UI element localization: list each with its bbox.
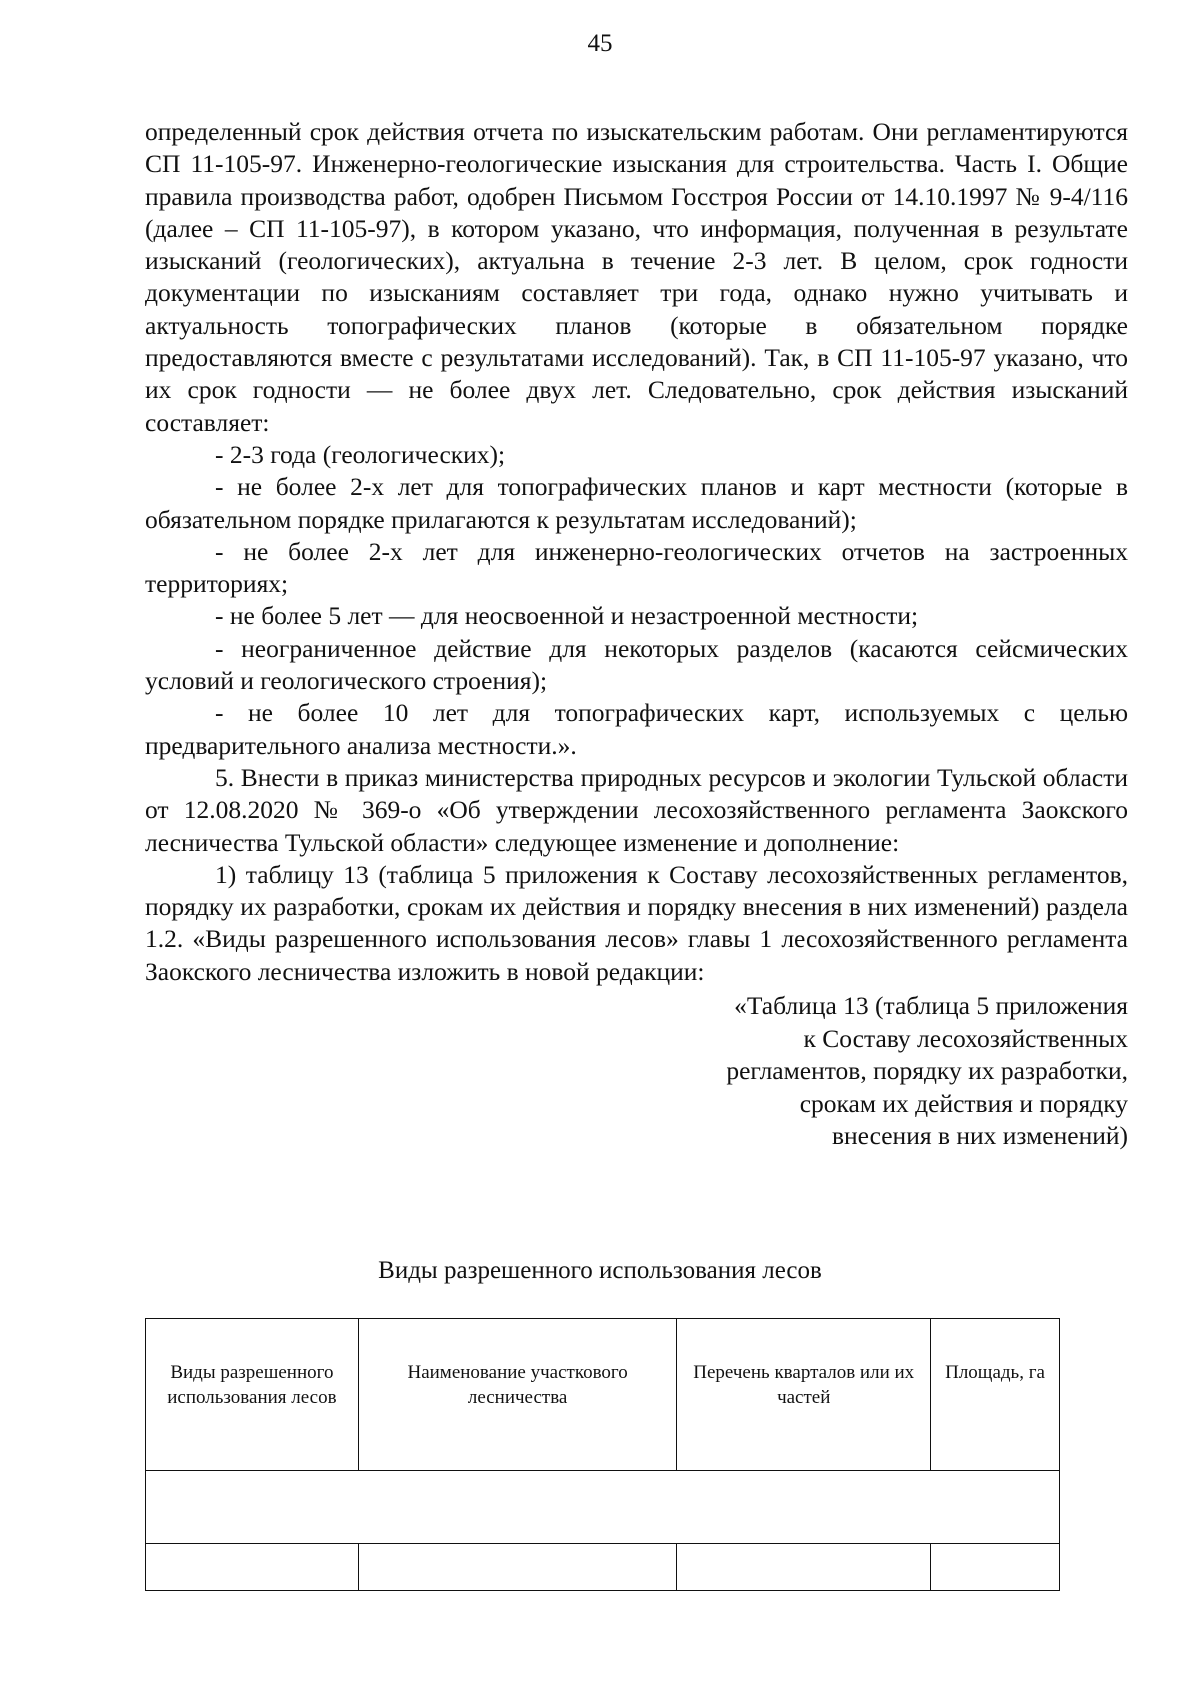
caption-line: регламентов, порядку их разработки, — [726, 1056, 1128, 1086]
list-item: - не более 2-х лет для топографических планов и карт местности (которые в обязательном порядке прилагаются к результатам исследований); — [145, 472, 1128, 534]
paragraph: 1) таблицу 13 (таблица 5 приложения к Составу лесохозяйственных регламентов, порядку их разработки, срокам их действия и порядку внесения в них изменений) раздела 1.2. «Виды разрешенного использования лесов» главы 1 лесохозяйственного регламента Заокского лесничества изложить в новой редакции: — [145, 859, 1128, 986]
forest-use-table — [145, 1318, 1060, 1591]
list-item: - 2-3 года (геологических); — [215, 439, 506, 469]
caption-line: к Составу лесохозяйственных — [803, 1023, 1128, 1053]
list-item: - не более 10 лет для топографических карт, используемых с целью предварительного анализа местности.». — [145, 698, 1128, 760]
caption-line: «Таблица 13 (таблица 5 приложения — [734, 991, 1128, 1021]
table-cell — [358, 1544, 677, 1591]
column-header: Площадь, га — [931, 1319, 1060, 1471]
document-body — [145, 116, 1128, 1153]
paragraph: 5. Внести в приказ министерства природных ресурсов и экологии Тульской области от 12.08.2020 № 369-о «Об утверждении лесохозяйственного регламента Заокского лесничества Тульской области» следующее изменение и дополнение: — [145, 762, 1128, 857]
list-item: - не более 2-х лет для инженерно-геологических отчетов на застроенных территориях; — [145, 536, 1128, 599]
table-header-row — [146, 1319, 1060, 1471]
list-item: - неограниченное действие для некоторых разделов (касаются сейсмических условий и геологического строения); — [145, 633, 1128, 696]
list-item: - не более 5 лет — для неосвоенной и незастроенной местности; — [215, 601, 919, 631]
table-cell — [146, 1471, 1060, 1544]
table-title: Виды разрешенного использования лесов — [378, 1257, 822, 1284]
caption-line: срокам их действия и порядку — [799, 1088, 1128, 1118]
table-cell — [931, 1544, 1060, 1591]
table-cell — [677, 1544, 931, 1591]
page-number: 45 — [587, 30, 613, 57]
paragraph: определенный срок действия отчета по изыскательским работам. Они регламентируются СП 11-105-97. Инженерно-геологические изыскания для строительства. Часть I. Общие правила производства работ, одобрен Письмом Госстроя России от 14.10.1997 № 9-4/116 (далее – СП 11-105-97), в котором указано, что информация, полученная в результате изысканий (геологических), актуальна в течение 2-3 лет. В целом, срок годности документации по изысканиям составляет три года, однако нужно учитывать и актуальность топографических планов (которые в обязательном порядке предоставляются вместе с результатами исследований). Так, в СП 11-105-97 указано, что их срок годности — не более двух лет. Следовательно, срок действия изысканий составляет: — [145, 117, 1128, 437]
table-row — [146, 1544, 1060, 1591]
table-cell — [146, 1544, 359, 1591]
table-row — [146, 1471, 1060, 1544]
column-header: Перечень кварталов или их частей — [677, 1319, 931, 1471]
column-header: Виды разрешенного использования лесов — [146, 1319, 359, 1471]
caption-line: внесения в них изменений) — [831, 1121, 1128, 1151]
table-caption — [635, 990, 1128, 1153]
column-header: Наименование участкового лесничества — [358, 1319, 677, 1471]
